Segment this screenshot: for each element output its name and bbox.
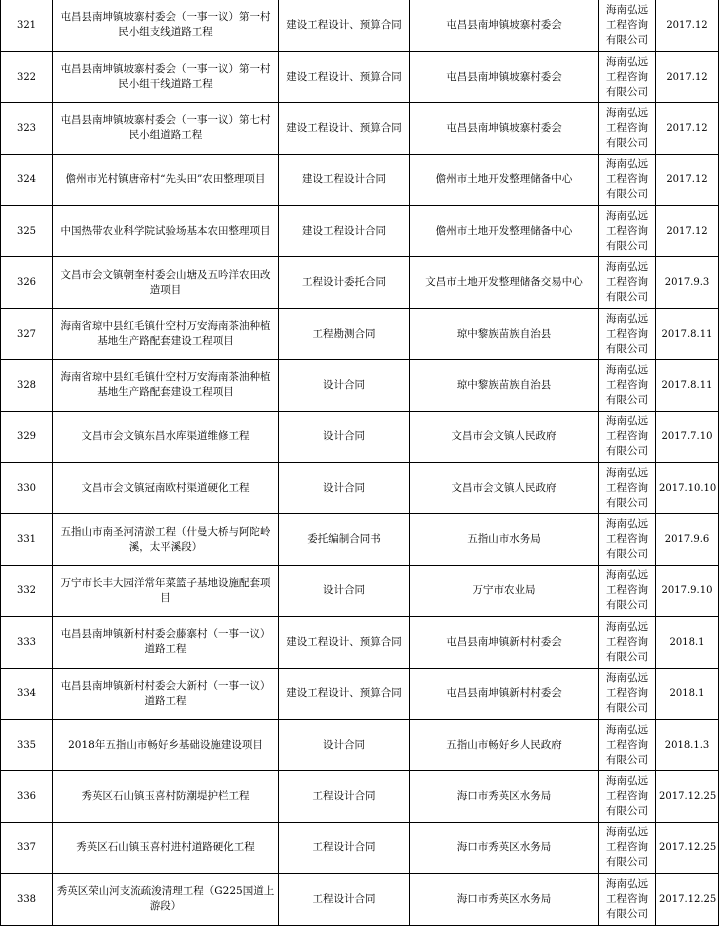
client-name: 海口市秀英区水务局: [410, 771, 599, 822]
row-number: 331: [1, 514, 53, 565]
firm-name: 海南弘远工程咨询有限公司: [599, 822, 656, 873]
firm-name: 海南弘远工程咨询有限公司: [599, 103, 656, 154]
contract-type: 建设工程设计、预算合同: [279, 103, 410, 154]
client-name: 文昌市会文镇人民政府: [410, 463, 599, 514]
firm-name: 海南弘远工程咨询有限公司: [599, 617, 656, 668]
project-name: 2018年五指山市畅好乡基础设施建设项目: [53, 719, 279, 770]
table-row: [1, 0, 719, 51]
firm-name: 海南弘远工程咨询有限公司: [599, 257, 656, 308]
table-row: [1, 514, 719, 565]
contract-type: 设计合同: [279, 360, 410, 411]
contract-type: 建设工程设计合同: [279, 206, 410, 257]
firm-name: 海南弘远工程咨询有限公司: [599, 565, 656, 616]
firm-name: 海南弘远工程咨询有限公司: [599, 206, 656, 257]
row-number: 321: [1, 0, 53, 51]
client-name: 万宁市农业局: [410, 565, 599, 616]
contract-date: 2018.1.3: [656, 719, 719, 770]
row-number: 336: [1, 771, 53, 822]
contract-date: 2017.12: [656, 154, 719, 205]
contract-type: 工程设计合同: [279, 874, 410, 925]
client-name: 儋州市土地开发整理储备中心: [410, 154, 599, 205]
contract-type: 设计合同: [279, 411, 410, 462]
firm-name: 海南弘远工程咨询有限公司: [599, 463, 656, 514]
contract-date: 2017.10.10: [656, 463, 719, 514]
table-row: [1, 771, 719, 822]
table-row: [1, 257, 719, 308]
row-number: 333: [1, 617, 53, 668]
contract-date: 2017.12.25: [656, 822, 719, 873]
row-number: 332: [1, 565, 53, 616]
contract-type: 建设工程设计、预算合同: [279, 617, 410, 668]
project-name: 屯昌县南坤镇新村村委会大新村（一事一议）道路工程: [53, 668, 279, 719]
contract-date: 2017.12.25: [656, 874, 719, 925]
firm-name: 海南弘远工程咨询有限公司: [599, 154, 656, 205]
contract-date: 2017.8.11: [656, 360, 719, 411]
table-row: [1, 154, 719, 205]
project-name: 文昌市会文镇东昌水库渠道维修工程: [53, 411, 279, 462]
contract-type: 工程设计合同: [279, 822, 410, 873]
firm-name: 海南弘远工程咨询有限公司: [599, 668, 656, 719]
contract-type: 工程勘测合同: [279, 308, 410, 359]
row-number: 335: [1, 719, 53, 770]
project-name: 五指山市南圣河清淤工程（什曼大桥与阿陀岭溪，太平溪段）: [53, 514, 279, 565]
row-number: 326: [1, 257, 53, 308]
row-number: 334: [1, 668, 53, 719]
row-number: 322: [1, 51, 53, 102]
contract-date: 2017.9.3: [656, 257, 719, 308]
table-row: [1, 565, 719, 616]
client-name: 五指山市畅好乡人民政府: [410, 719, 599, 770]
contract-date: 2017.12: [656, 103, 719, 154]
row-number: 329: [1, 411, 53, 462]
contract-date: 2017.8.11: [656, 308, 719, 359]
table-row: [1, 411, 719, 462]
project-name: 屯昌县南坤镇坡寨村委会（一事一议）第一村民小组支线道路工程: [53, 0, 279, 51]
project-name: 文昌市会文镇朝奎村委会山塘及五吟洋农田改造项目: [53, 257, 279, 308]
client-name: 海口市秀英区水务局: [410, 822, 599, 873]
table-row: [1, 617, 719, 668]
table-row: [1, 874, 719, 925]
contracts-table-body: [1, 0, 719, 925]
client-name: 儋州市土地开发整理储备中心: [410, 206, 599, 257]
table-row: [1, 822, 719, 873]
contract-date: 2017.9.6: [656, 514, 719, 565]
contract-date: 2017.12: [656, 206, 719, 257]
client-name: 文昌市土地开发整理储备交易中心: [410, 257, 599, 308]
firm-name: 海南弘远工程咨询有限公司: [599, 308, 656, 359]
client-name: 琼中黎族苗族自治县: [410, 308, 599, 359]
firm-name: 海南弘远工程咨询有限公司: [599, 51, 656, 102]
table-row: [1, 463, 719, 514]
client-name: 琼中黎族苗族自治县: [410, 360, 599, 411]
firm-name: 海南弘远工程咨询有限公司: [599, 0, 656, 51]
client-name: 五指山市水务局: [410, 514, 599, 565]
contract-type: 工程设计合同: [279, 771, 410, 822]
table-row: [1, 719, 719, 770]
row-number: 330: [1, 463, 53, 514]
contract-type: 委托编制合同书: [279, 514, 410, 565]
project-name: 屯昌县南坤镇坡寨村委会（一事一议）第一村民小组干线道路工程: [53, 51, 279, 102]
contract-type: 设计合同: [279, 719, 410, 770]
contract-date: 2018.1: [656, 617, 719, 668]
contract-type: 建设工程设计、预算合同: [279, 0, 410, 51]
project-name: 屯昌县南坤镇新村村委会藤寨村（一事一议）道路工程: [53, 617, 279, 668]
contract-date: 2017.12: [656, 51, 719, 102]
contract-date: 2017.12.25: [656, 771, 719, 822]
contract-date: 2017.12: [656, 0, 719, 51]
project-name: 儋州市光村镇唐帝村“先头田”农田整理项目: [53, 154, 279, 205]
row-number: 327: [1, 308, 53, 359]
project-name: 秀英区石山镇玉喜村进村道路硬化工程: [53, 822, 279, 873]
project-name: 文昌市会文镇冠南欧村渠道硬化工程: [53, 463, 279, 514]
contract-type: 建设工程设计、预算合同: [279, 668, 410, 719]
client-name: 屯昌县南坤镇新村村委会: [410, 617, 599, 668]
contract-type: 建设工程设计、预算合同: [279, 51, 410, 102]
project-name: 屯昌县南坤镇坡寨村委会（一事一议）第七村民小组道路工程: [53, 103, 279, 154]
project-name: 万宁市长丰大园洋常年菜篮子基地设施配套项目: [53, 565, 279, 616]
table-row: [1, 103, 719, 154]
contract-date: 2018.1: [656, 668, 719, 719]
project-name: 海南省琼中县红毛镇什空村万安海南茶油种植基地生产路配套建设工程项目: [53, 360, 279, 411]
firm-name: 海南弘远工程咨询有限公司: [599, 514, 656, 565]
row-number: 325: [1, 206, 53, 257]
firm-name: 海南弘远工程咨询有限公司: [599, 719, 656, 770]
contract-type: 工程设计委托合同: [279, 257, 410, 308]
row-number: 328: [1, 360, 53, 411]
contract-type: 设计合同: [279, 463, 410, 514]
client-name: 文昌市会文镇人民政府: [410, 411, 599, 462]
row-number: 337: [1, 822, 53, 873]
row-number: 323: [1, 103, 53, 154]
client-name: 屯昌县南坤镇坡寨村委会: [410, 51, 599, 102]
table-row: [1, 51, 719, 102]
firm-name: 海南弘远工程咨询有限公司: [599, 360, 656, 411]
project-name: 秀英区荣山河支流疏浚清理工程（G225国道上游段）: [53, 874, 279, 925]
contract-type: 建设工程设计合同: [279, 154, 410, 205]
firm-name: 海南弘远工程咨询有限公司: [599, 874, 656, 925]
table-row: [1, 308, 719, 359]
client-name: 屯昌县南坤镇坡寨村委会: [410, 103, 599, 154]
firm-name: 海南弘远工程咨询有限公司: [599, 771, 656, 822]
contract-type: 设计合同: [279, 565, 410, 616]
project-name: 秀英区石山镇玉喜村防潮堤护栏工程: [53, 771, 279, 822]
contract-date: 2017.7.10: [656, 411, 719, 462]
client-name: 屯昌县南坤镇新村村委会: [410, 668, 599, 719]
row-number: 324: [1, 154, 53, 205]
table-row: [1, 360, 719, 411]
contract-date: 2017.9.10: [656, 565, 719, 616]
firm-name: 海南弘远工程咨询有限公司: [599, 411, 656, 462]
client-name: 海口市秀英区水务局: [410, 874, 599, 925]
project-name: 海南省琼中县红毛镇什空村万安海南茶油种植基地生产路配套建设工程项目: [53, 308, 279, 359]
project-name: 中国热带农业科学院试验场基本农田整理项目: [53, 206, 279, 257]
row-number: 338: [1, 874, 53, 925]
table-row: [1, 668, 719, 719]
table-row: [1, 206, 719, 257]
client-name: 屯昌县南坤镇坡寨村委会: [410, 0, 599, 51]
